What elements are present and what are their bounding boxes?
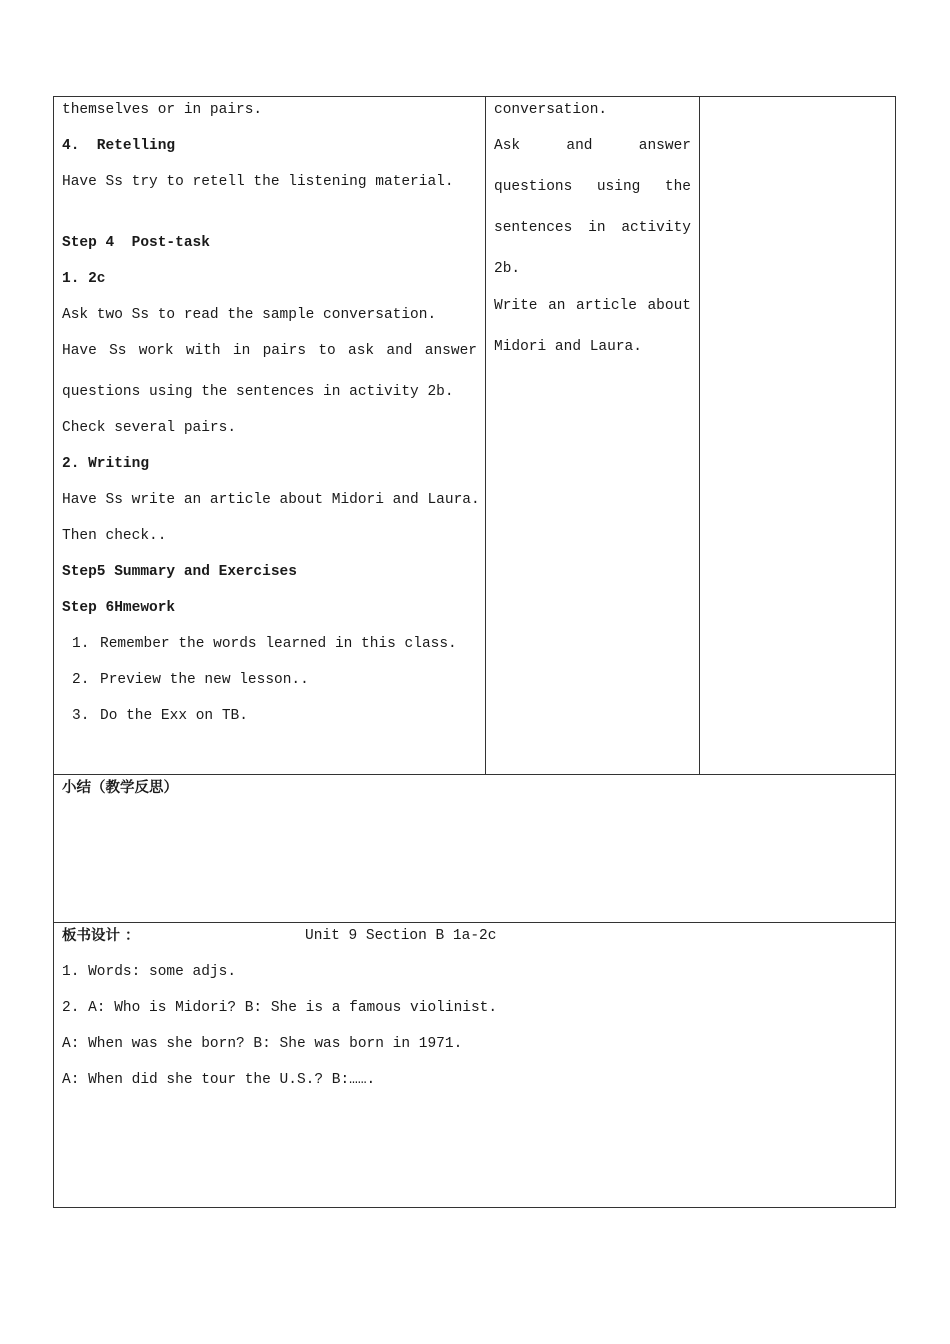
retell-instruction: Have Ss try to retell the listening material. bbox=[62, 174, 454, 190]
activity-line bbox=[494, 219, 691, 237]
homework-number: 3. bbox=[72, 708, 90, 724]
word: Ask bbox=[494, 138, 521, 154]
column-divider-1 bbox=[485, 96, 486, 775]
word: with bbox=[185, 343, 221, 359]
heading-2c: 1. 2c bbox=[62, 271, 106, 287]
word: in bbox=[232, 343, 251, 359]
activity-midori-laura: Midori and Laura. bbox=[494, 339, 642, 355]
word: work bbox=[138, 343, 174, 359]
word: sentences bbox=[494, 220, 573, 236]
homework-item: Do the Exx on TB. bbox=[100, 708, 248, 724]
homework-number: 2. bbox=[72, 672, 90, 688]
check-pairs: Check several pairs. bbox=[62, 420, 237, 436]
activity-line bbox=[494, 178, 691, 196]
word: article bbox=[576, 298, 637, 314]
questions-instruction: questions using the sentences in activity 2b. bbox=[62, 384, 454, 400]
heading-writing: 2. Writing bbox=[62, 456, 150, 472]
word: ask bbox=[348, 343, 375, 359]
heading-step5: Step5 Summary and Exercises bbox=[62, 564, 297, 580]
activity-reference: 2b. bbox=[494, 261, 521, 277]
writing-instruction: Have Ss write an article about Midori and Laura. bbox=[62, 492, 480, 508]
column-divider-2 bbox=[699, 96, 700, 775]
word: answer bbox=[638, 138, 691, 154]
activity-line bbox=[494, 297, 691, 315]
board-title: Unit 9 Section B 1a-2c bbox=[305, 928, 497, 944]
then-check: Then check.. bbox=[62, 528, 167, 544]
word: about bbox=[647, 298, 691, 314]
homework-item: Remember the words learned in this class. bbox=[100, 636, 457, 652]
row-divider-1 bbox=[53, 774, 896, 775]
board-line: 1. Words: some adjs. bbox=[62, 964, 237, 980]
word: using bbox=[596, 179, 641, 195]
activity-conversation: conversation. bbox=[494, 102, 608, 118]
word: pairs bbox=[262, 343, 307, 359]
word: and bbox=[386, 343, 413, 359]
pair-work-instruction bbox=[62, 342, 477, 360]
word: activity bbox=[621, 220, 691, 236]
word: Have bbox=[62, 343, 97, 359]
word: answer bbox=[424, 343, 477, 359]
word: the bbox=[664, 179, 691, 195]
heading-step6: Step 6Hmework bbox=[62, 600, 176, 616]
row-divider-2 bbox=[53, 922, 896, 923]
procedure-line-pairs: themselves or in pairs. bbox=[62, 102, 263, 118]
homework-item: Preview the new lesson.. bbox=[100, 672, 309, 688]
word: an bbox=[548, 298, 566, 314]
word: in bbox=[588, 220, 606, 236]
summary-heading: 小结（教学反思） bbox=[62, 780, 178, 796]
activity-line bbox=[494, 137, 691, 155]
board-line: A: When did she tour the U.S.? B:……. bbox=[62, 1072, 376, 1088]
word: Write bbox=[494, 298, 538, 314]
board-line: 2. A: Who is Midori? B: She is a famous violinist. bbox=[62, 1000, 498, 1016]
word: and bbox=[566, 138, 593, 154]
board-heading: 板书设计 ： bbox=[62, 928, 140, 944]
word: Ss bbox=[109, 343, 127, 359]
sample-conversation-instruction: Ask two Ss to read the sample conversation. bbox=[62, 307, 437, 323]
heading-step4: Step 4 Post-task bbox=[62, 235, 210, 251]
board-line: A: When was she born? B: She was born in 1971. bbox=[62, 1036, 463, 1052]
heading-retelling: 4. Retelling bbox=[62, 138, 176, 154]
word: to bbox=[318, 343, 336, 359]
word: questions bbox=[494, 179, 573, 195]
homework-number: 1. bbox=[72, 636, 90, 652]
